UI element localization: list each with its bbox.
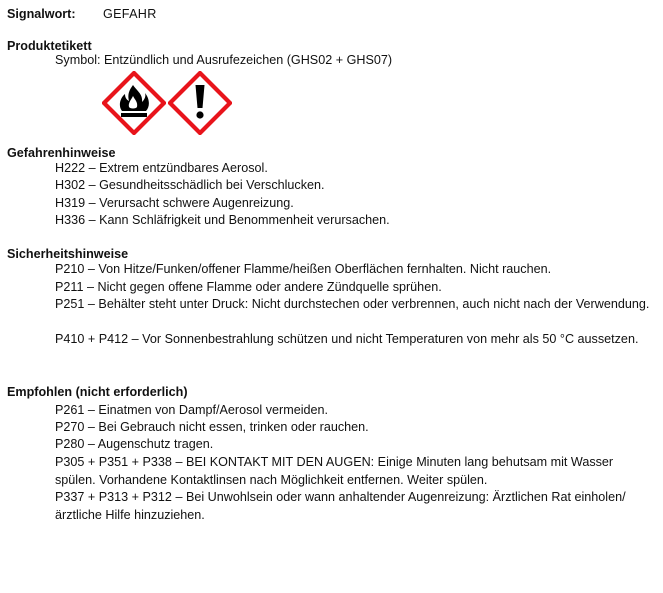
recommended-item: P270 – Bei Gebrauch nicht essen, trinken oder rauchen. xyxy=(55,420,369,434)
recommended-heading: Empfohlen (nicht erforderlich) xyxy=(7,385,188,399)
product-symbol-text: Symbol: Entzündlich und Ausrufezeichen (GHS02 + GHS07) xyxy=(55,53,393,67)
signal-word-label: Signalwort: xyxy=(7,7,76,21)
flame-icon xyxy=(102,71,166,135)
hazard-item: H319 – Verursacht schwere Augenreizung. xyxy=(55,196,294,210)
hazard-item: H222 – Extrem entzündbares Aerosol. xyxy=(55,161,268,175)
safety-item: P210 – Von Hitze/Funken/offener Flamme/heißen Oberflächen fernhalten. Nicht rauchen. xyxy=(55,262,552,276)
recommended-item: P261 – Einatmen von Dampf/Aerosol vermeiden. xyxy=(55,403,329,417)
hazard-heading: Gefahrenhinweise xyxy=(7,146,116,160)
product-label-heading: Produktetikett xyxy=(7,39,92,53)
safety-heading: Sicherheitshinweise xyxy=(7,247,129,261)
exclamation-mark-icon xyxy=(168,71,232,135)
recommended-item: P305 + P351 + P338 – BEI KONTAKT MIT DEN AUGEN: Einige Minuten lang behutsam mit Wasser spülen. Vorhandene Kontaktlinsen nach Möglichkeit entfernen. Weiter spülen. xyxy=(55,455,614,487)
hazard-item: H302 – Gesundheitsschädlich bei Verschlucken. xyxy=(55,178,325,192)
recommended-item: P337 + P313 + P312 – Bei Unwohlsein oder wann anhaltender Augenreizung: Ärztlichen Rat einholen/ärztliche Hilfe hinzuziehen. xyxy=(55,490,626,522)
signal-word-value: GEFAHR xyxy=(103,7,157,21)
hazard-item: H336 – Kann Schläfrigkeit und Benommenheit verursachen. xyxy=(55,213,390,227)
safety-item: P410 + P412 – Vor Sonnenbestrahlung schützen und nicht Temperaturen von mehr als 50 °C aussetzen. xyxy=(55,332,639,346)
safety-item: P211 – Nicht gegen offene Flamme oder andere Zündquelle sprühen. xyxy=(55,280,442,294)
safety-item: P251 – Behälter steht unter Druck: Nicht durchstechen oder verbrennen, auch nicht nach der Verwendung. xyxy=(55,297,650,311)
recommended-item: P280 – Augenschutz tragen. xyxy=(55,437,214,451)
